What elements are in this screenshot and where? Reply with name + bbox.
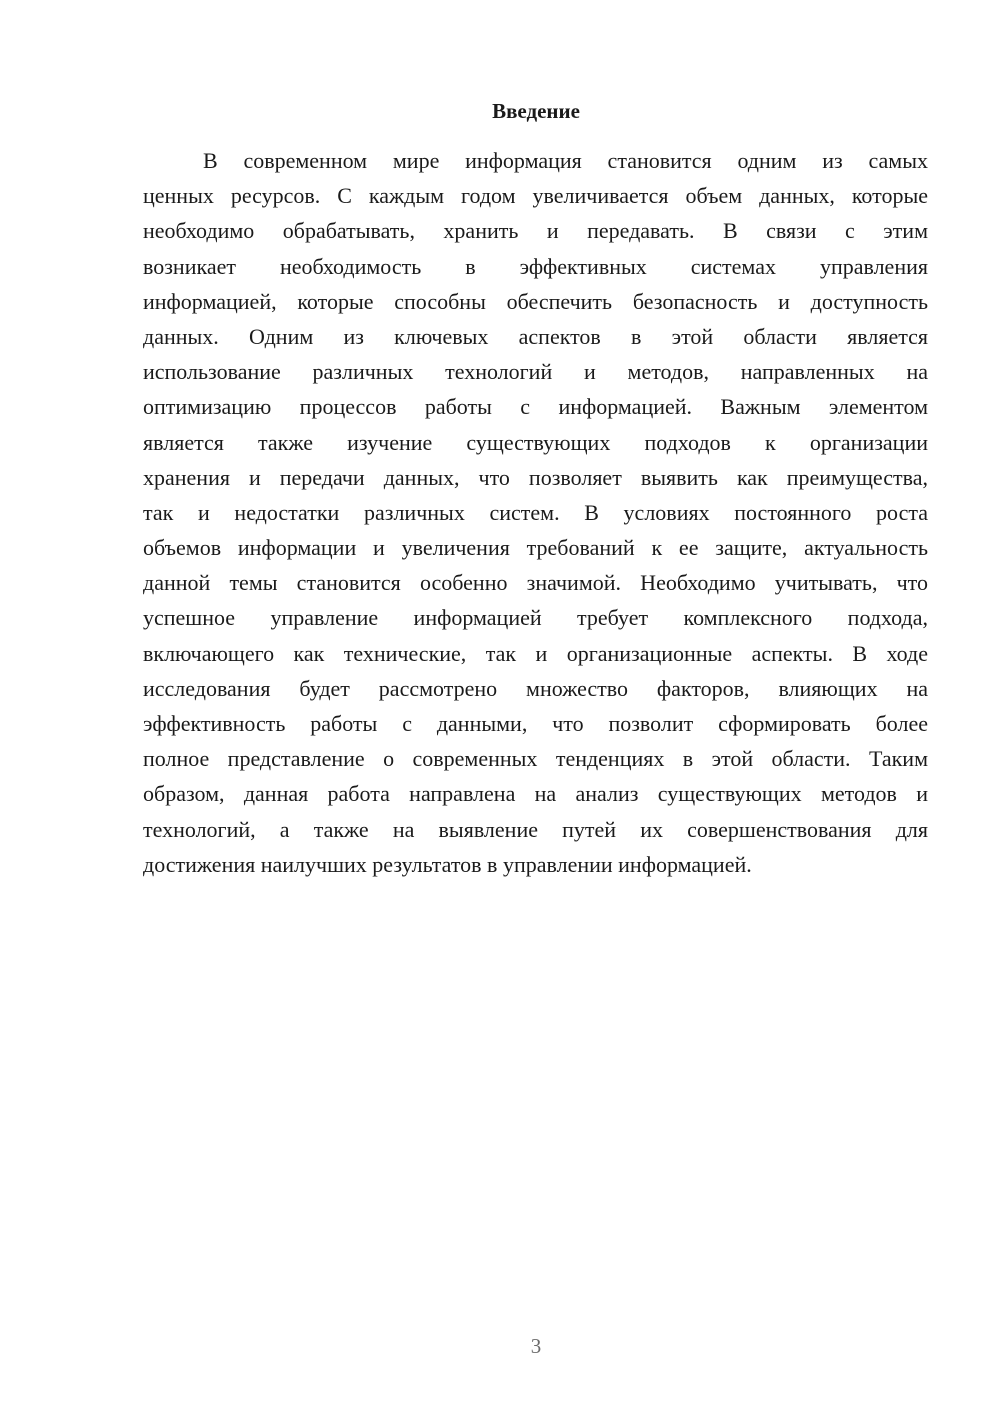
paragraph-line: необходимо обрабатывать, хранить и передавать. В связи с этим <box>143 218 928 244</box>
paragraph-line: включающего как технические, так и организационные аспекты. В ходе <box>143 640 928 666</box>
paragraph-line: технологий, а также на выявление путей их совершенствования для <box>143 816 928 842</box>
paragraph-line: полное представление о современных тенденциях в этой области. Таким <box>143 746 928 772</box>
page-number: 3 <box>530 1334 542 1358</box>
introduction-paragraph <box>143 143 928 882</box>
paragraph-line: является также изучение существующих подходов к организации <box>143 429 928 455</box>
paragraph-line: оптимизацию процессов работы с информацией. Важным элементом <box>143 394 928 420</box>
paragraph-line: информацией, которые способны обеспечить безопасность и доступность <box>143 288 928 314</box>
paragraph-line: возникает необходимость в эффективных системах управления <box>143 253 928 279</box>
paragraph-line: ценных ресурсов. С каждым годом увеличивается объем данных, которые <box>143 183 928 209</box>
paragraph-line: достижения наилучших результатов в управлении информацией. <box>143 851 752 877</box>
paragraph-line: эффективность работы с данными, что позволит сформировать более <box>143 711 928 736</box>
paragraph-line: успешное управление информацией требует комплексного подхода, <box>143 605 928 631</box>
paragraph-line: использование различных технологий и методов, направленных на <box>143 359 928 385</box>
paragraph-line: В современном мире информация становится одним из самых <box>203 148 928 173</box>
paragraph-line: данной темы становится особенно значимой. Необходимо учитывать, что <box>143 570 928 596</box>
paragraph-line: исследования будет рассмотрено множество факторов, влияющих на <box>143 675 928 701</box>
paragraph-line: хранения и передачи данных, что позволяет выявить как преимущества, <box>143 464 928 490</box>
paragraph-line: так и недостатки различных систем. В условиях постоянного роста <box>143 499 928 525</box>
paragraph-line: образом, данная работа направлена на анализ существующих методов и <box>143 781 928 807</box>
paragraph-line: данных. Одним из ключевых аспектов в этой области является <box>143 323 928 349</box>
paragraph-line: объемов информации и увеличения требований к ее защите, актуальность <box>143 535 928 561</box>
section-title: Введение <box>492 99 580 123</box>
